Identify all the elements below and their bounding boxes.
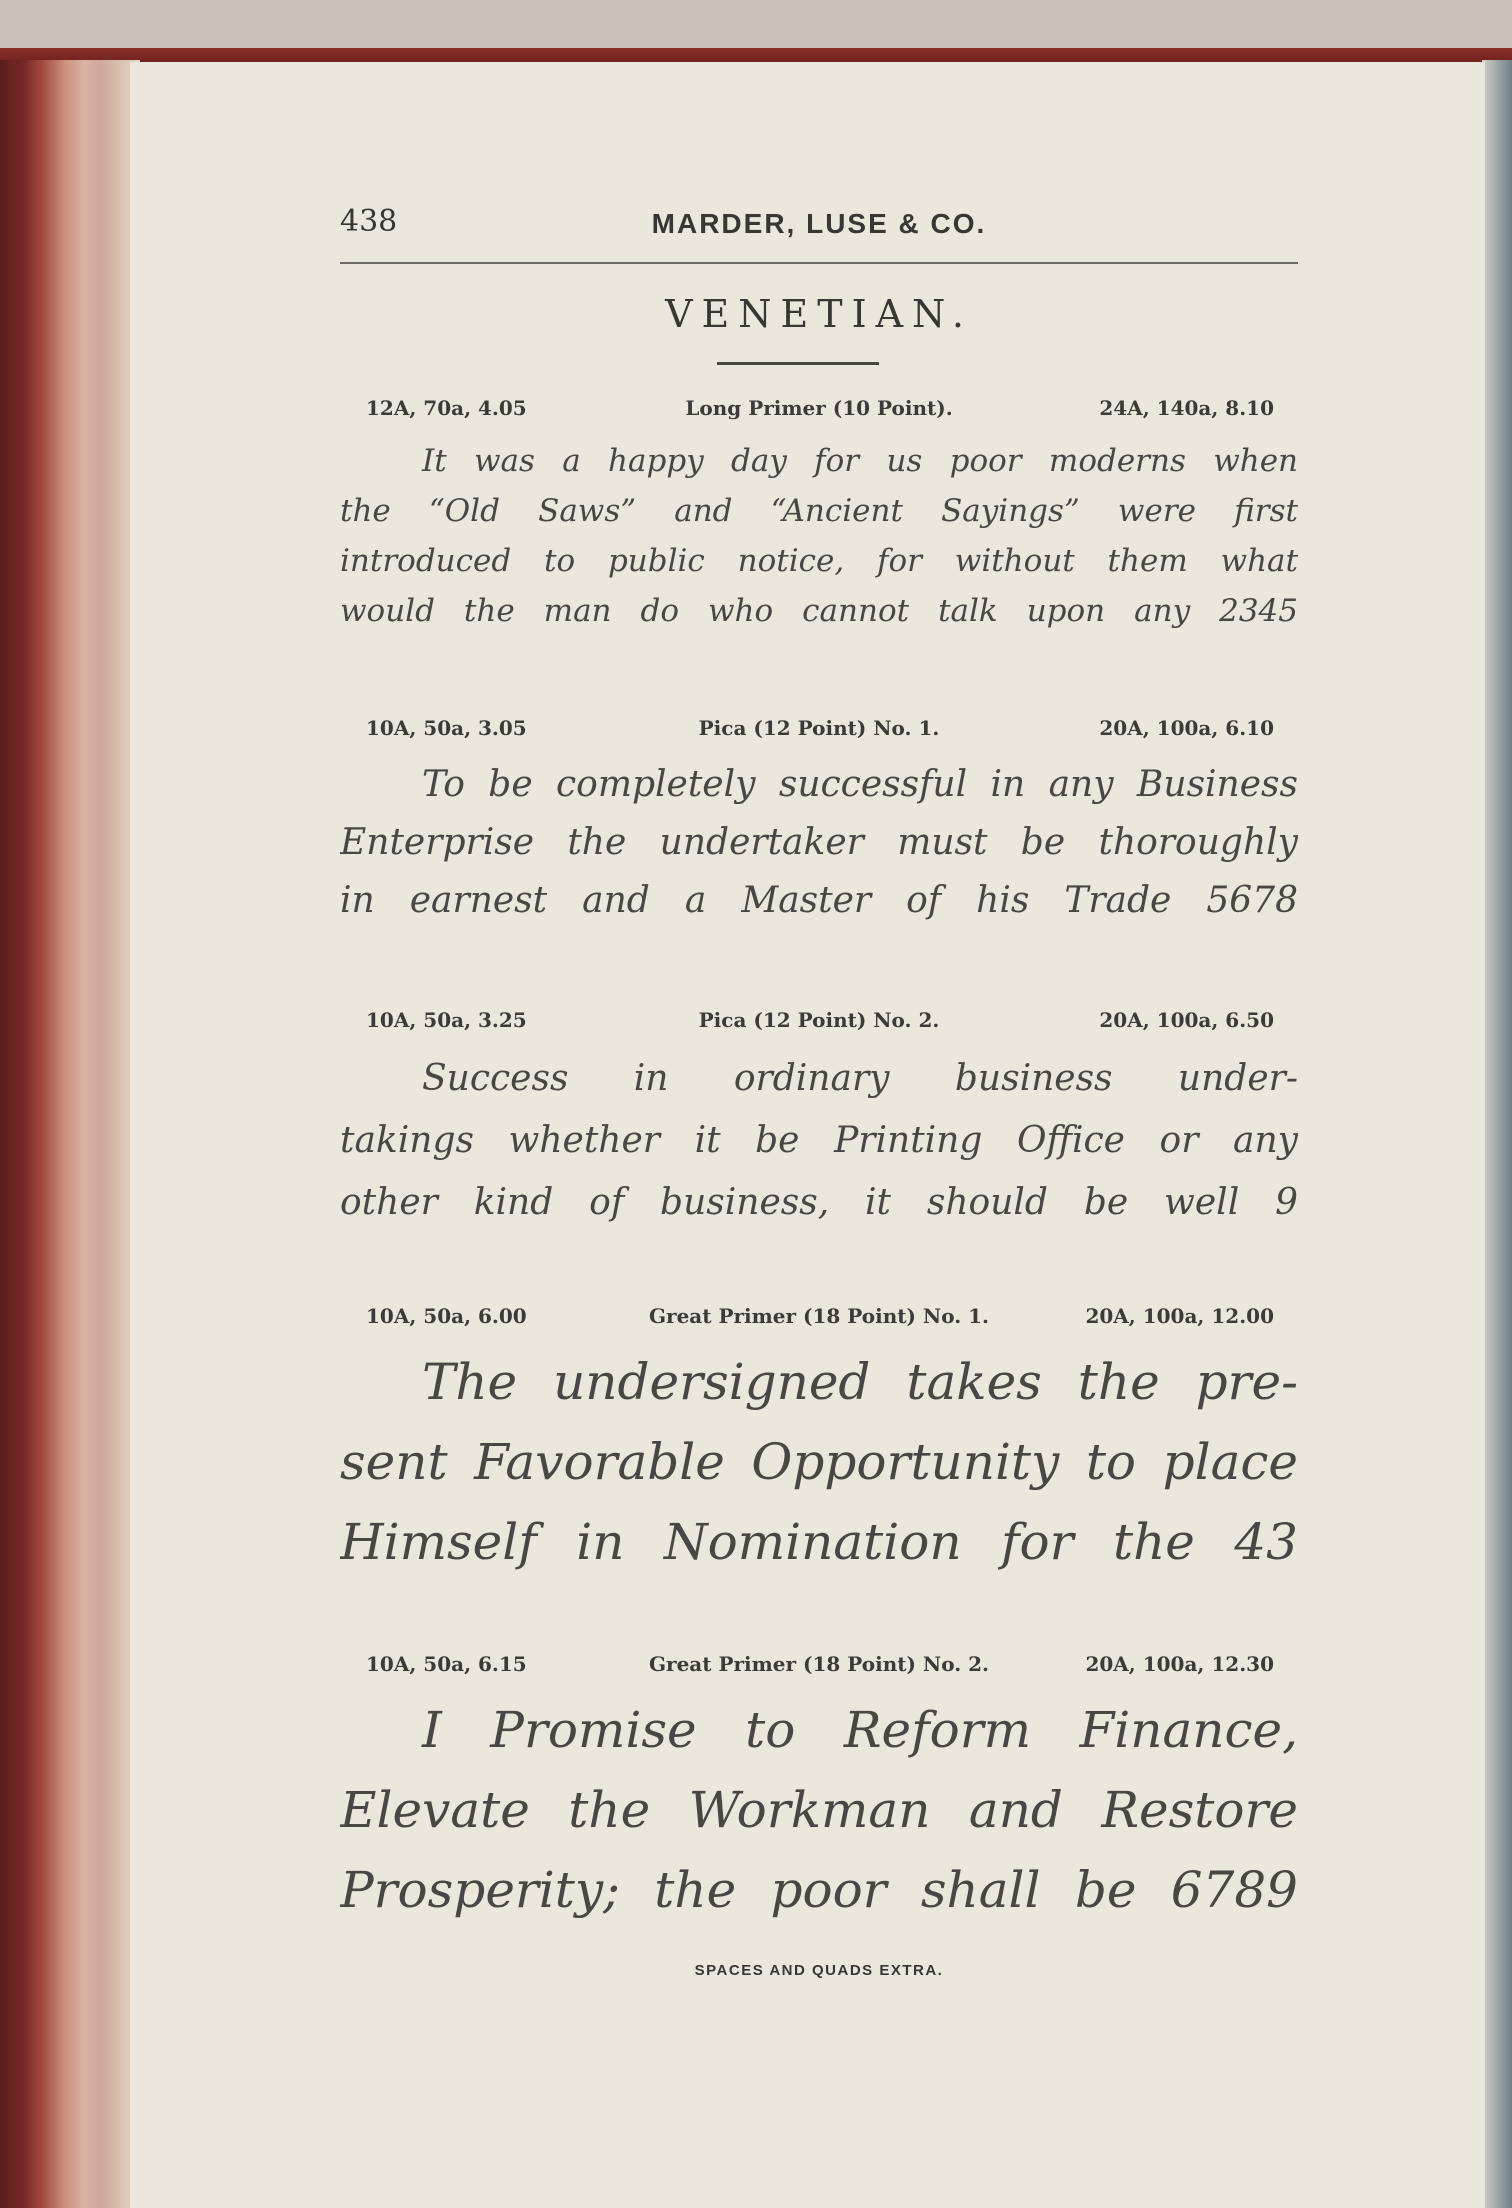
specimen-price-left: 10A, 50a, 3.25 [366, 1008, 527, 1032]
specimen-sample-text [340, 436, 1298, 636]
specimen-sample-text [340, 756, 1298, 930]
specimen-price-left: 10A, 50a, 6.00 [366, 1304, 527, 1328]
specimen-sample-text [340, 1342, 1298, 1582]
sample-line: To be completely successful in any Business [422, 764, 1298, 805]
specimen-info-row [340, 396, 1298, 430]
sample-line: would the man do who cannot talk upon any 2345 [340, 593, 1298, 629]
sample-line: the “Old Saws” and “Ancient Sayings” were first [340, 493, 1298, 529]
header-rule [340, 262, 1298, 264]
sample-line: takings whether it be Printing Office or any [340, 1120, 1298, 1161]
specimen-price-right: 20A, 100a, 6.10 [1099, 716, 1274, 740]
page-title: VENETIAN. [665, 292, 973, 336]
publisher-name: MARDER, LUSE & CO. [651, 208, 987, 239]
footer-note: SPACES AND QUADS EXTRA. [694, 1962, 944, 1979]
specimen-sample-text [340, 1690, 1298, 1930]
book-cover-right [1482, 60, 1512, 2208]
book-page-edges [0, 60, 140, 2208]
specimen-price-left: 12A, 70a, 4.05 [366, 396, 527, 420]
specimen-price-left: 10A, 50a, 6.15 [366, 1652, 527, 1676]
sample-line: introduced to public notice, for without them what [340, 543, 1298, 579]
sample-line: in earnest and a Master of his Trade 5678 [340, 880, 1298, 921]
title-rule [717, 362, 879, 365]
specimen-great-primer-no-2 [340, 1652, 1298, 1930]
specimen-price-left: 10A, 50a, 3.05 [366, 716, 527, 740]
sample-line: The undersigned takes the pre- [422, 1353, 1298, 1411]
sample-line: It was a happy day for us poor moderns when [422, 443, 1298, 479]
specimen-pica-no-2 [340, 1008, 1298, 1234]
specimen-great-primer-no-1 [340, 1304, 1298, 1582]
specimen-sample-text [340, 1048, 1298, 1234]
specimen-price-right: 24A, 140a, 8.10 [1099, 396, 1274, 420]
specimen-pica-no-1 [340, 716, 1298, 930]
sample-line: sent Favorable Opportunity to place [340, 1433, 1298, 1491]
sample-line: Himself in Nomination for the 43 [340, 1513, 1298, 1571]
specimen-info-row [340, 1304, 1298, 1338]
sample-line: I Promise to Reform Finance, [422, 1701, 1298, 1759]
page-number: 438 [340, 204, 398, 239]
specimen-info-row [340, 716, 1298, 750]
sample-line: Enterprise the undertaker must be thoroughly [340, 822, 1298, 863]
specimen-info-row [340, 1008, 1298, 1042]
specimen-long-primer [340, 396, 1298, 636]
sample-line: Prosperity; the poor shall be 6789 [340, 1861, 1298, 1919]
specimen-size: Pica (12 Point) No. 1. [698, 716, 940, 740]
specimen-price-right: 20A, 100a, 6.50 [1099, 1008, 1274, 1032]
specimen-price-right: 20A, 100a, 12.00 [1085, 1304, 1274, 1328]
specimen-size: Pica (12 Point) No. 2. [698, 1008, 940, 1032]
specimen-size: Great Primer (18 Point) No. 1. [648, 1304, 990, 1328]
running-head [340, 200, 1298, 246]
specimen-info-row [340, 1652, 1298, 1686]
sample-line: other kind of business, it should be well 9 [340, 1182, 1298, 1223]
specimen-size: Great Primer (18 Point) No. 2. [648, 1652, 990, 1676]
specimen-price-right: 20A, 100a, 12.30 [1085, 1652, 1274, 1676]
sample-line: Elevate the Workman and Restore [340, 1781, 1298, 1839]
specimen-size: Long Primer (10 Point). [685, 396, 953, 420]
sample-line: Success in ordinary business under- [422, 1058, 1298, 1099]
